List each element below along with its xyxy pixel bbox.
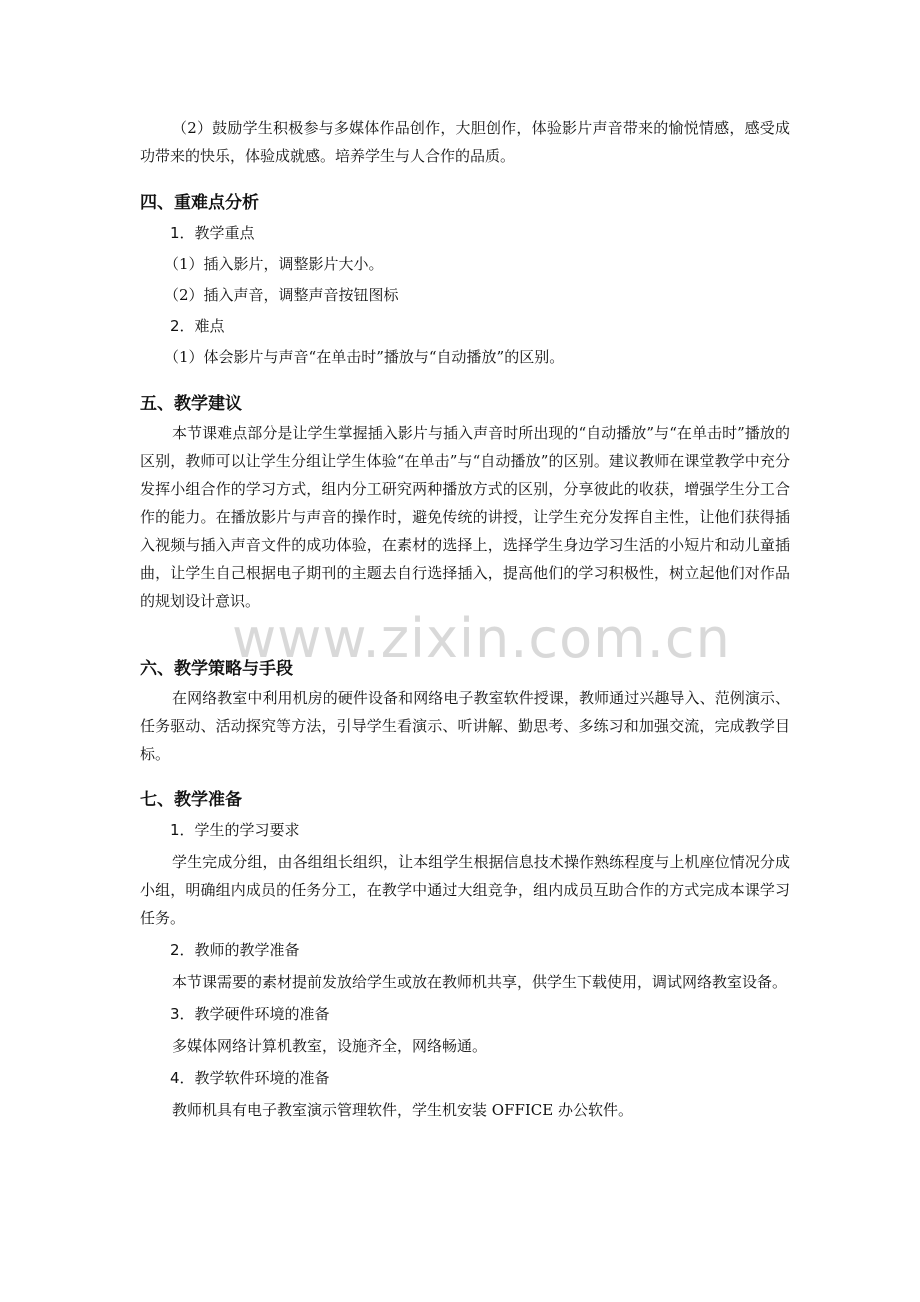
section-5-paragraph: 本节课难点部分是让学生掌握插入影片与插入声音时所出现的“自动播放”与“在单击时”播放的区别，教师可以让学生分组让学生体验“在单击”与“自动播放”的区别。建议教师在课堂教学中充分发挥小组合作的学习方式，组内分工研究两种播放方式的区别，分享彼此的收获，增强学生分工合作的能力。在播放影片与声音的操作时，避免传统的讲授，让学生充分发挥自主性，让他们获得插入视频与插入声音文件的成功体验，在素材的选择上，选择学生身边学习生活的小短片和动儿童插曲，让学生自己根据电子期刊的主题去自行选择插入，提高他们的学习积极性，树立起他们对作品的规划设计意识。 <box>140 424 790 610</box>
section-5 <box>140 390 790 615</box>
section-4-item-1: （1）插入影片，调整影片大小。 <box>164 255 384 273</box>
section-7-paragraph-2: 本节课需要的素材提前发放给学生或放在教师机共享，供学生下载使用，调试网络教室设备。 <box>172 973 788 991</box>
section-7 <box>140 786 790 1124</box>
section-7-heading: 七、教学准备 <box>140 790 242 810</box>
section-7-sub-1: 1．学生的学习要求 <box>170 821 300 839</box>
section-4-sub-2: 2．难点 <box>170 317 225 335</box>
section-4-heading: 四、重难点分析 <box>140 193 259 213</box>
watermark-text: www.zixin.com.cn <box>232 607 731 670</box>
section-4-sub-1: 1．教学重点 <box>170 224 255 242</box>
section-5-heading: 五、教学建议 <box>140 394 242 414</box>
intro-block <box>140 114 790 170</box>
section-7-sub-3: 3．教学硬件环境的准备 <box>170 1005 330 1023</box>
section-7-paragraph-3: 多媒体网络计算机教室，设施齐全，网络畅通。 <box>172 1037 488 1055</box>
section-6-paragraph: 在网络教室中利用机房的硬件设备和网络电子教室软件授课，教师通过兴趣导入、范例演示、任务驱动、活动探究等方法，引导学生看演示、听讲解、勤思考、多练习和加强交流，完成教学目标。 <box>140 689 790 763</box>
intro-paragraph: （2）鼓励学生积极参与多媒体作品创作，大胆创作，体验影片声音带来的愉悦情感，感受成功带来的快乐，体验成就感。培养学生与人合作的品质。 <box>140 119 790 165</box>
section-7-sub-4: 4．教学软件环境的准备 <box>170 1069 330 1087</box>
section-7-paragraph-4: 教师机具有电子教室演示管理软件，学生机安装 OFFICE 办公软件。 <box>172 1101 634 1119</box>
section-4-item-2: （2）插入声音，调整声音按钮图标 <box>164 286 399 304</box>
section-4-item-3: （1）体会影片与声音“在单击时”播放与“自动播放”的区别。 <box>164 348 565 366</box>
section-6-heading: 六、教学策略与手段 <box>140 659 293 679</box>
section-7-sub-2: 2．教师的教学准备 <box>170 941 300 959</box>
section-4 <box>140 189 790 371</box>
section-6 <box>140 655 790 768</box>
section-7-paragraph-1: 学生完成分组，由各组组长组织，让本组学生根据信息技术操作熟练程度与上机座位情况分成小组，明确组内成员的任务分工，在教学中通过大组竞争，组内成员互助合作的方式完成本课学习任务。 <box>140 853 790 927</box>
